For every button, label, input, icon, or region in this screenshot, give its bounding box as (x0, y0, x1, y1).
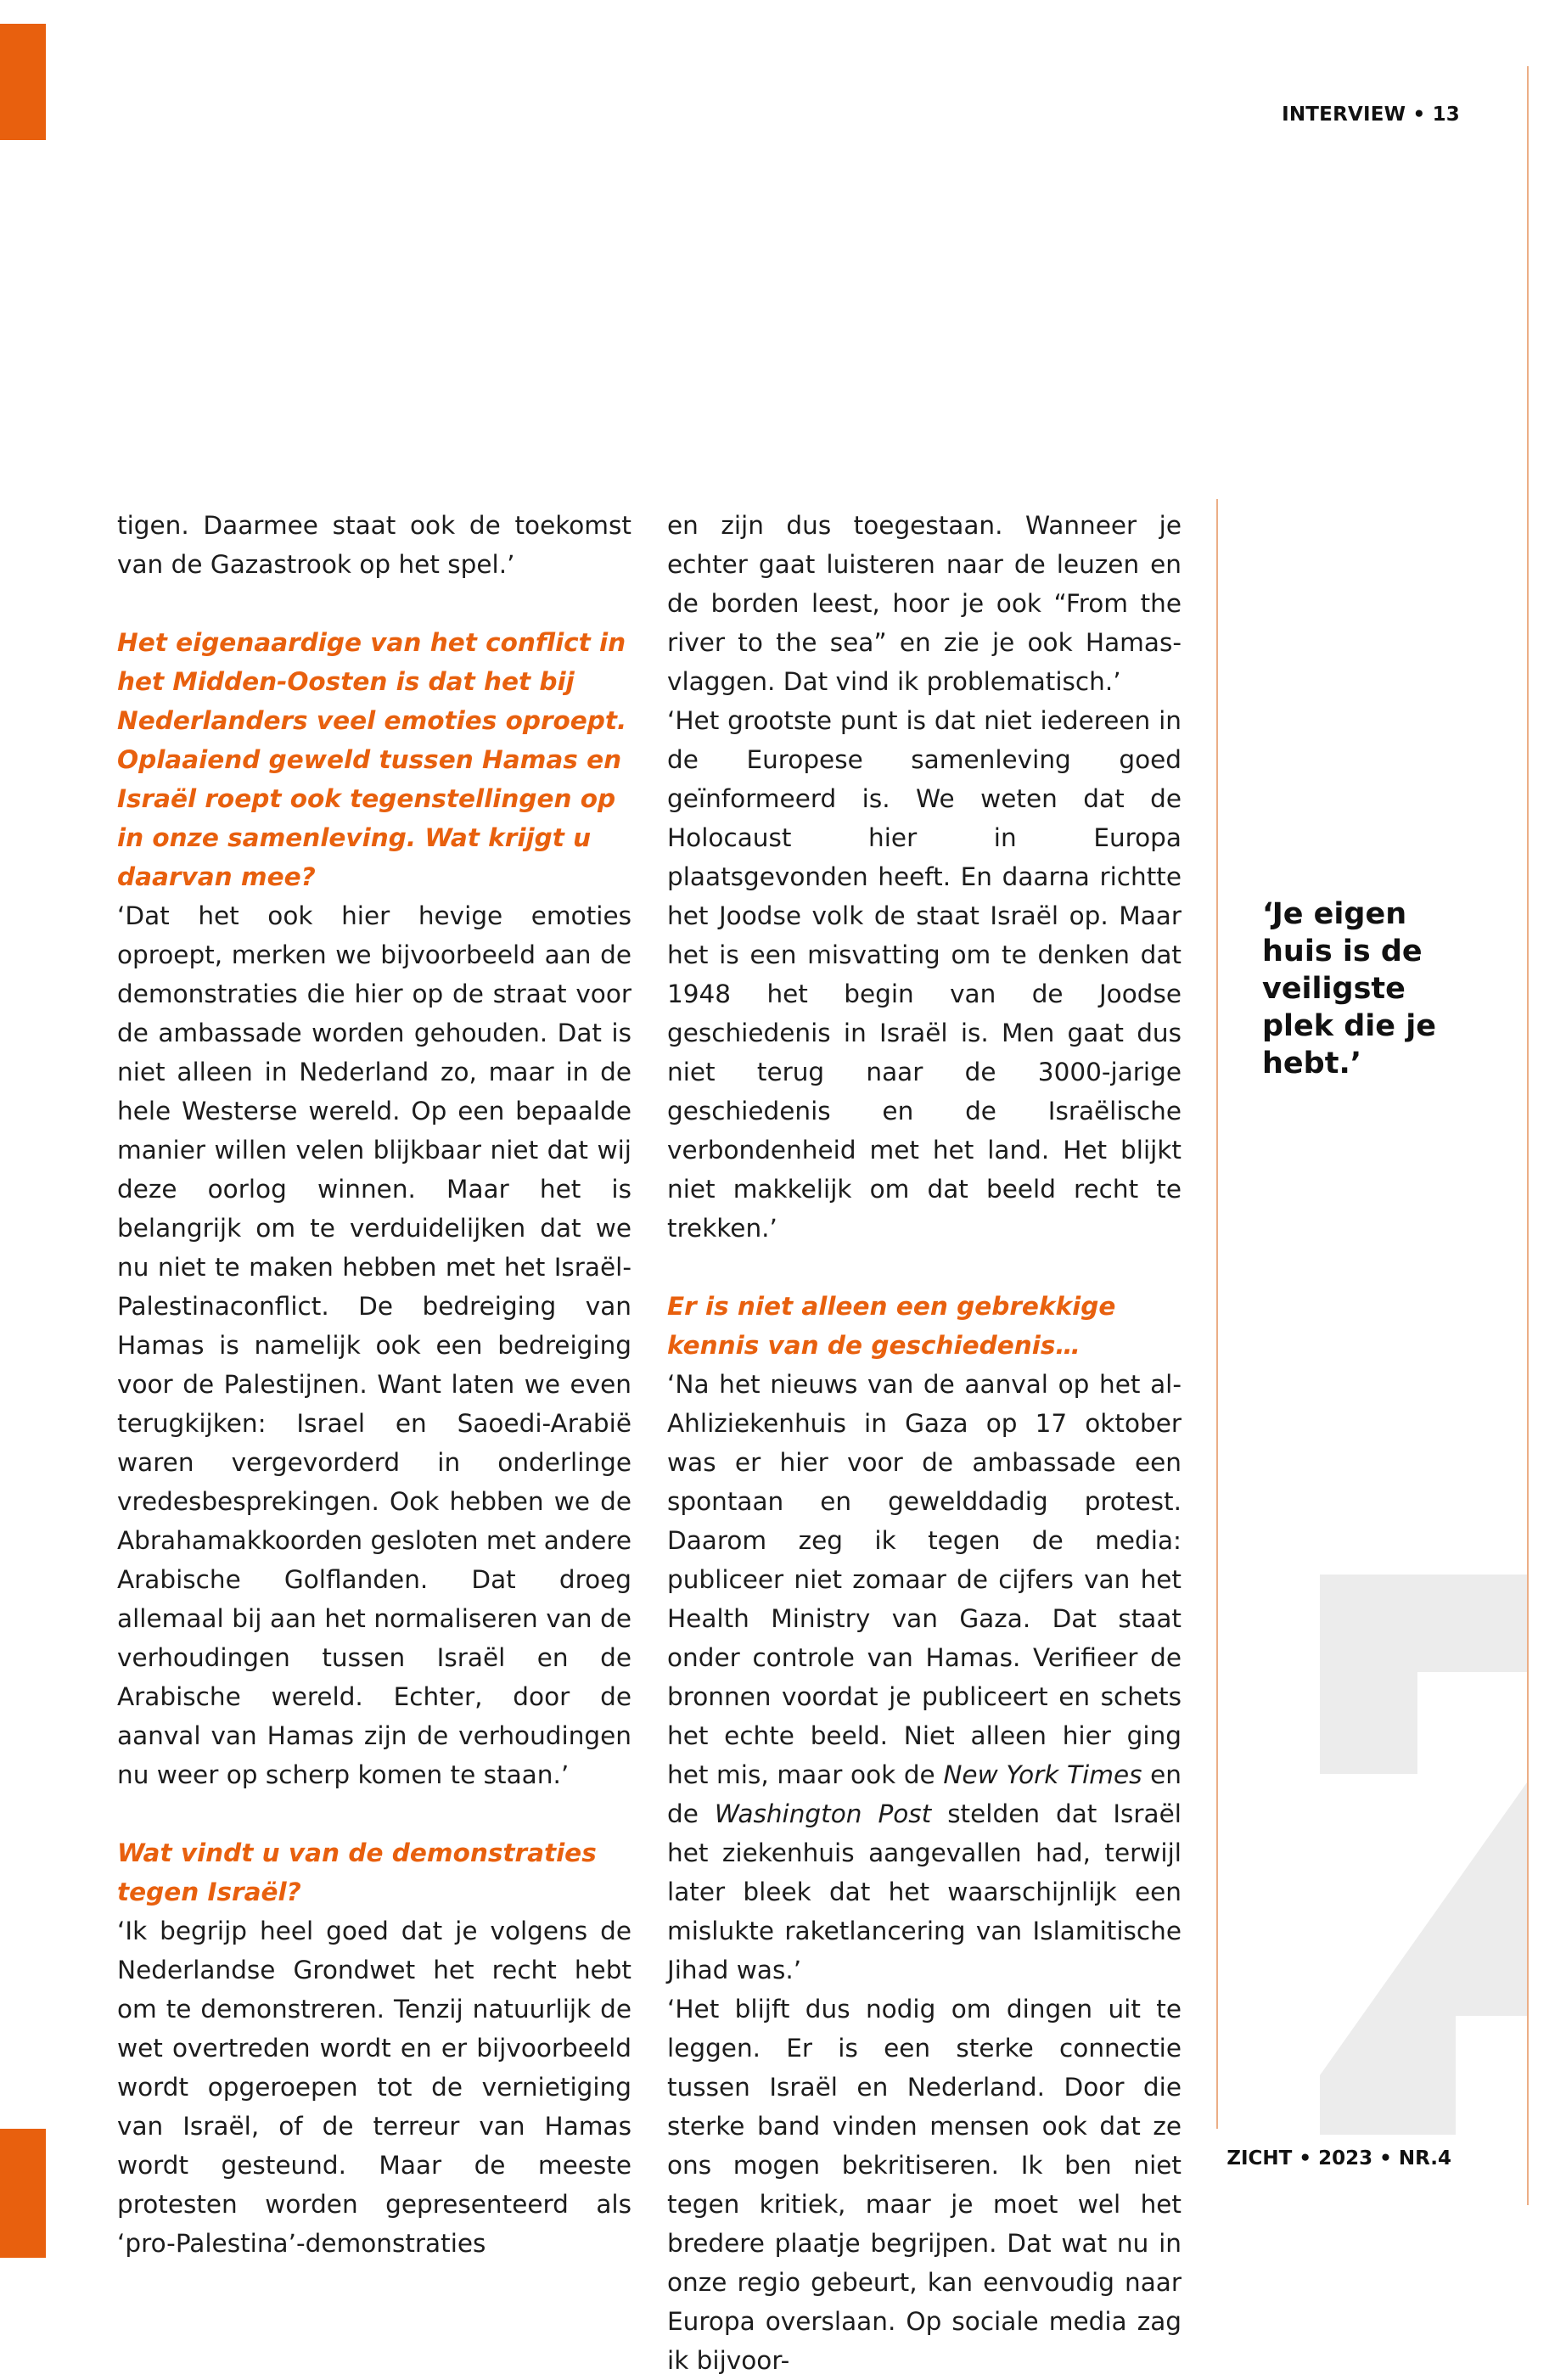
text-run: stelden dat Israël het ziekenhuis aangevallen had, terwijl later bleek dat het waarschijnlijk een mislukte raketlancering van Islamitische Jihad was.’ (667, 1799, 1182, 1984)
z-logo-diagonal-part (1320, 1782, 1527, 2135)
column-divider (1216, 499, 1218, 2129)
publication-title: Washington Post (714, 1799, 932, 1828)
running-header (1282, 104, 1460, 126)
paragraph (667, 1365, 1182, 1990)
interview-question: Wat vindt u van de demonstraties tegen Israël? (117, 1838, 597, 1906)
interview-question: Het eigenaardige van het conflict in het Midden-Oosten is dat het bij Nederlanders veel emoties oproept. Oplaaiend geweld tussen Hamas en Israël roept ook tegenstellingen op in onze samenleving. Wat krijgt u daarvan mee? (117, 628, 627, 891)
page-edge-rule (1527, 66, 1529, 2205)
middle-column (667, 506, 1182, 2380)
paragraph: en zijn dus toegestaan. Wanneer je echter gaat luisteren naar de leuzen en de borden leest, hoor je ook “From the river to the sea” en zie je ook Hamas-vlaggen. Dat vind ik problematisch.’ (667, 511, 1182, 696)
paragraph: tigen. Daarmee staat ook de toekomst van de Gazastrook op het spel.’ (117, 511, 631, 579)
magazine-name: ZICHT (1226, 2147, 1293, 2170)
page-number: 13 (1432, 104, 1460, 126)
pull-quote: ‘Je eigen huis is de veiligste plek die je hebt.’ (1262, 897, 1436, 1081)
orange-edge-tab-bottom (0, 2129, 46, 2258)
issue-number: NR.4 (1398, 2147, 1451, 2170)
issue-year: 2023 (1318, 2147, 1373, 2170)
z-logo-top-part (1320, 1575, 1527, 1774)
paragraph: ‘Het grootste punt is dat niet iedereen in de Europese samenleving goed geïnformeerd is. We weten dat de Holocaust hier in Europa plaatsgevonden heeft. En daarna richtte het Joodse volk de staat Israël op. Maar het is een misvatting om te denken dat 1948 het begin van de Joodse geschiedenis in Israël is. Men gaat dus niet terug naar de 3000-jarige geschiedenis en de Israëlische verbondenheid met het land. Het blijkt niet makkelijk om dat beeld recht te trekken.’ (667, 706, 1182, 1243)
paragraph: ‘Ik begrijp heel goed dat je volgens de Nederlandse Grondwet het recht hebt om te demonstreren. Tenzij natuurlijk de wet overtreden wordt en er bijvoorbeeld wordt opgeroepen tot de vernietiging van Israël, of de terreur van Hamas wordt gesteund. Maar de meeste protesten worden gepresenteerd als ‘pro-Palestina’-demonstraties (117, 1917, 631, 2258)
text-run: ‘Na het nieuws van de aanval op het al-Ahliziekenhuis in Gaza op 17 oktober was er hier voor de ambassade een spontaan en gewelddadig protest. Daarom zeg ik tegen de media: publiceer niet zomaar de cijfers van het Health Ministry van Gaza. Dat staat onder controle van Hamas. Verifieer de bronnen voordat je publiceert en schets het echte beeld. Niet alleen hier ging het mis, maar ook de (667, 1370, 1182, 1789)
text-run: en de (667, 1760, 1182, 1828)
orange-edge-tab-top (0, 24, 46, 140)
running-footer (1226, 2147, 1451, 2170)
footer-separator: • (1299, 2147, 1312, 2170)
footer-separator: • (1379, 2147, 1392, 2170)
paragraph: ‘Het blijft dus nodig om dingen uit te leggen. Er is een sterke connectie tussen Israël en Nederland. Door die sterke band vinden mensen ook dat ze ons mogen bekritiseren. Ik ben niet tegen kritiek, maar je moet wel het bredere plaatje begrijpen. Dat wat nu in onze regio gebeurt, kan eenvoudig naar Europa overslaan. Op sociale media zag ik bijvoor- (667, 1995, 1182, 2375)
header-separator: • (1412, 104, 1426, 126)
z-logo-watermark (1320, 1575, 1527, 2135)
paragraph: ‘Dat het ook hier hevige emoties oproept, merken we bijvoorbeeld aan de demonstraties die hier op de straat voor de ambassade worden gehouden. Dat is niet alleen in Nederland zo, maar in de hele Westerse wereld. Op een bepaalde manier willen velen blijkbaar niet dat wij deze oorlog winnen. Maar het is belangrijk om te verduidelijken dat we nu niet te maken hebben met het Israël-Palestinaconflict. De bedreiging van Hamas is namelijk ook een bedreiging voor de Palestijnen. Want laten we even terugkijken: Israel en Saoedi-Arabië waren vergevorderd in onderlinge vredesbesprekingen. Ook hebben we de Abrahamakkoorden gesloten met andere Arabische Golflanden. Dat droeg allemaal bij aan het normaliseren van de verhoudingen tussen Israël en de Arabische wereld. Echter, door de aanval van Hamas zijn de verhoudingen nu weer op scherp komen te staan.’ (117, 901, 631, 1789)
interview-question: Er is niet alleen een gebrekkige kennis van de geschiedenis… (667, 1292, 1116, 1360)
publication-title: New York Times (943, 1760, 1142, 1789)
section-label: INTERVIEW (1282, 104, 1406, 126)
left-column (117, 506, 631, 2263)
